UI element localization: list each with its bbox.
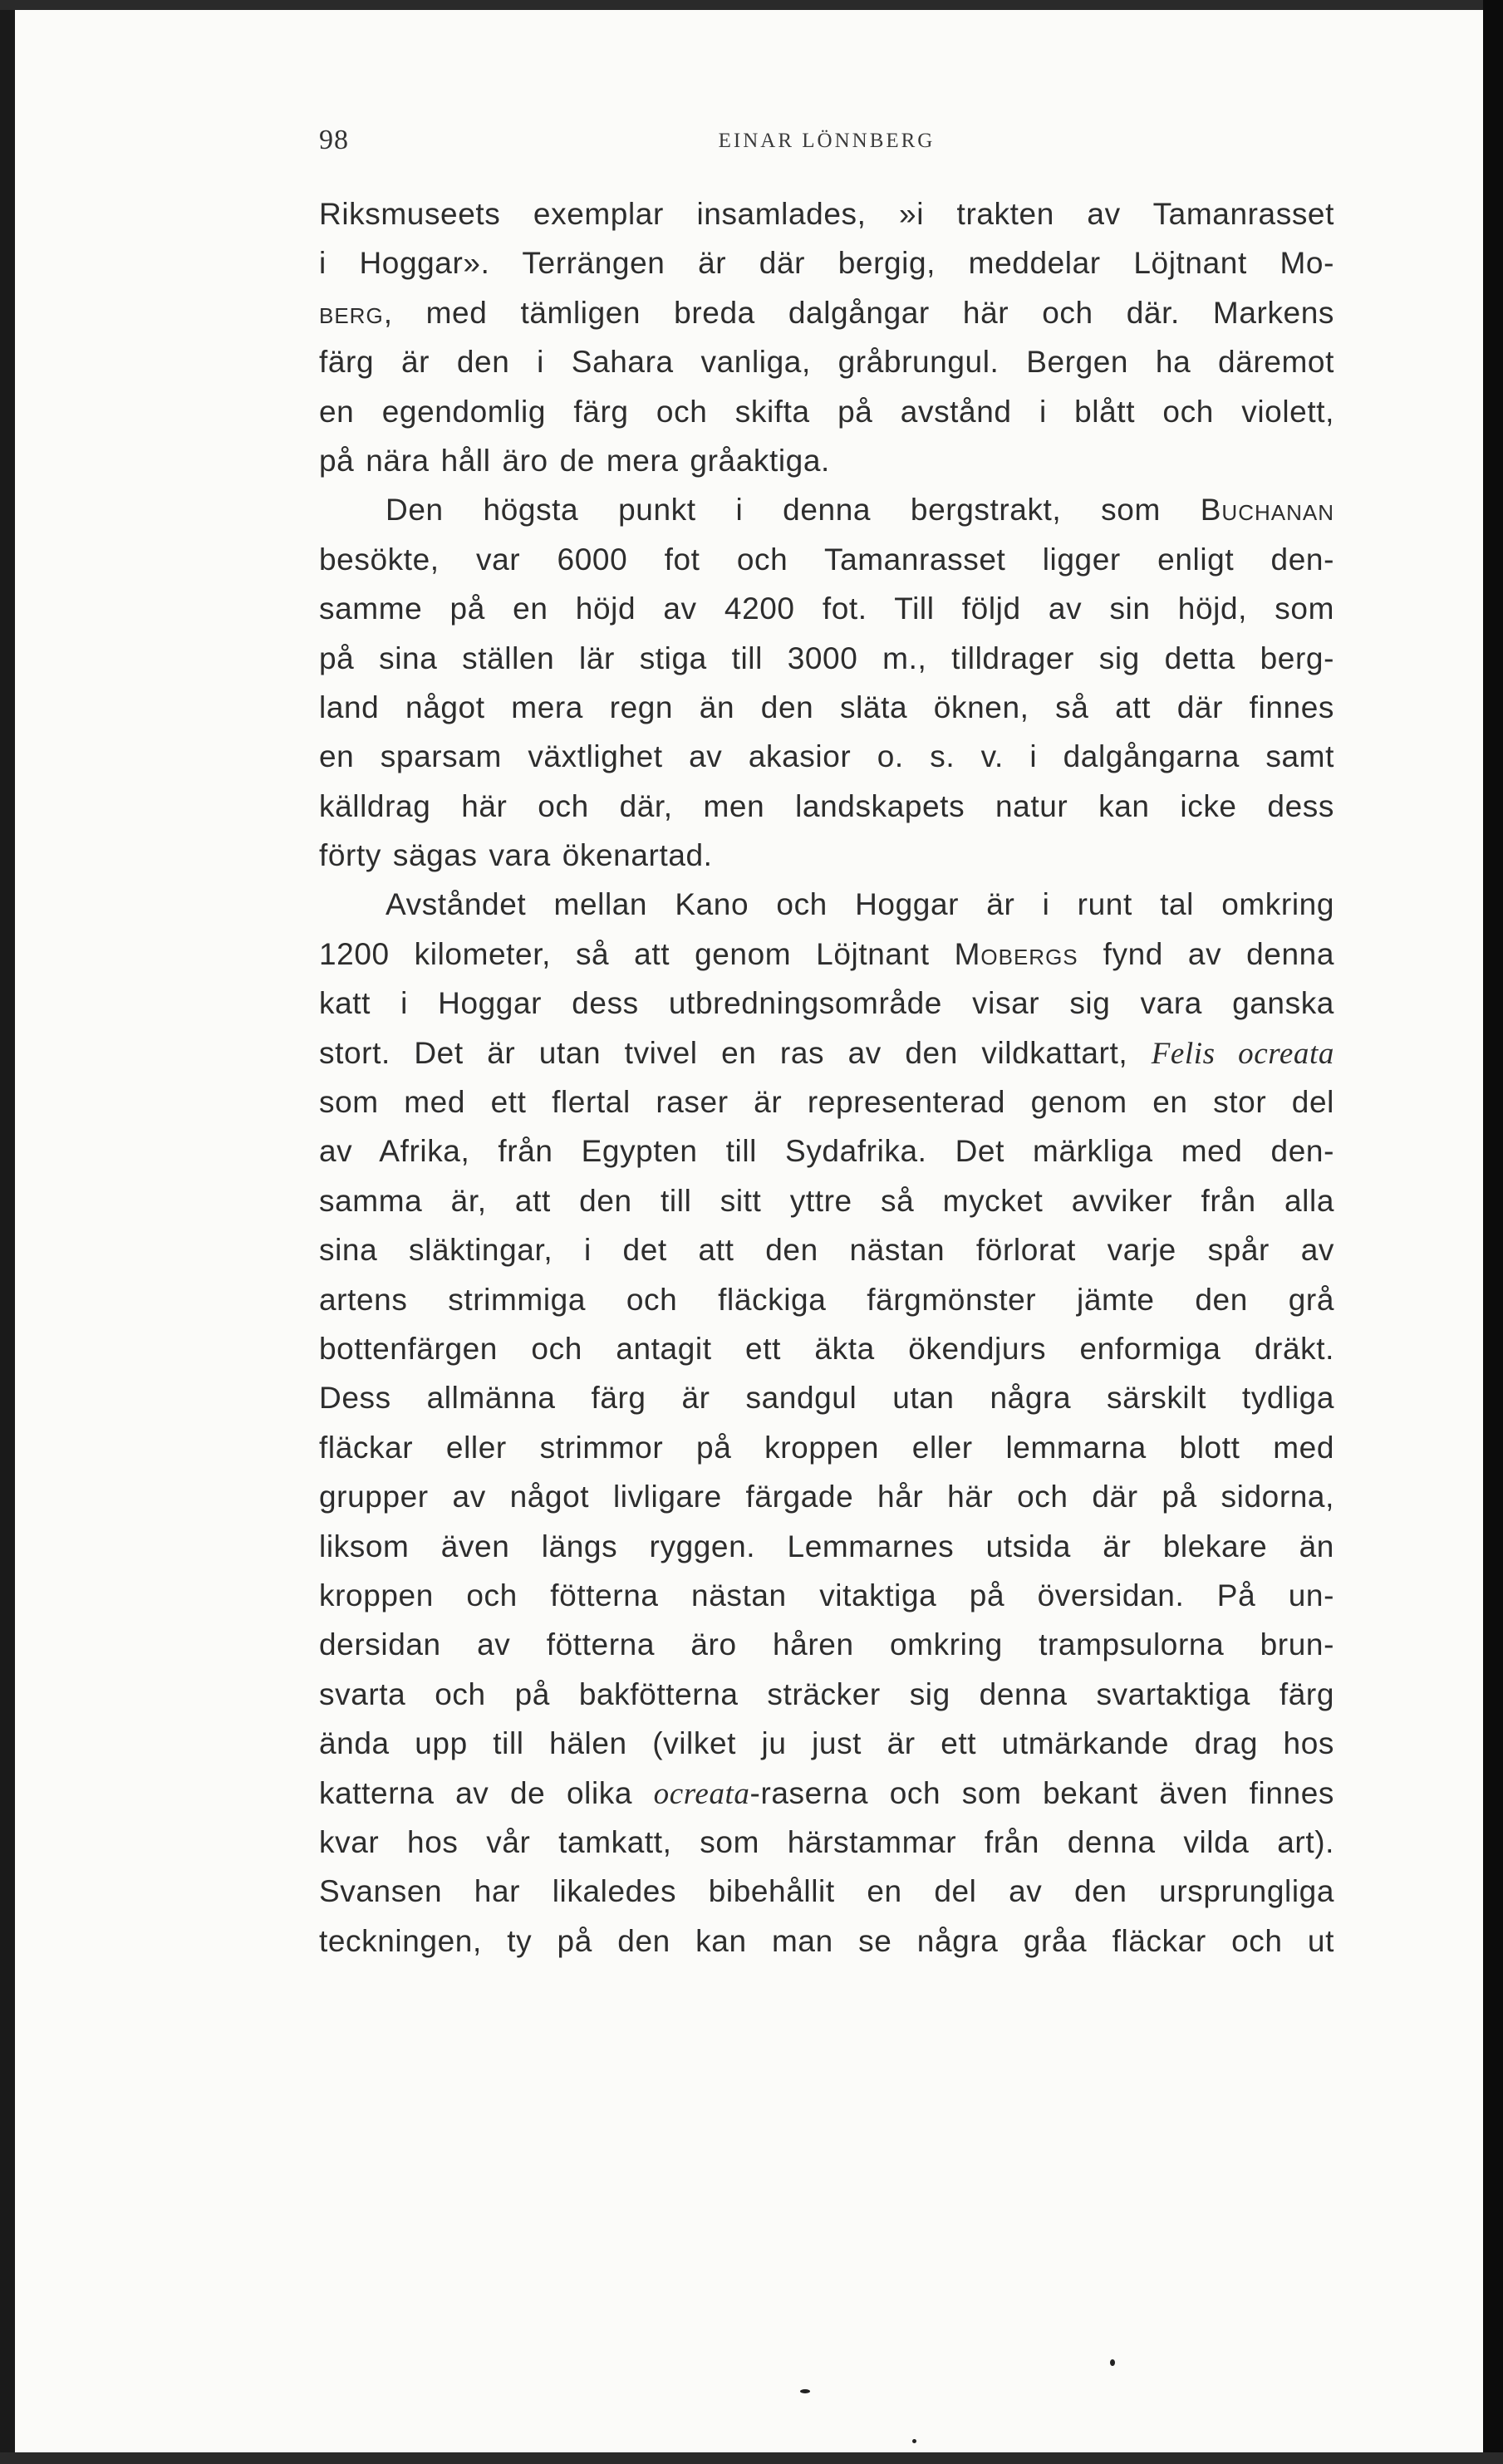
scan-speck <box>800 2389 810 2393</box>
text-line: färg är den i Sahara vanliga, gråbrungul. Bergen ha däremot <box>319 345 1334 380</box>
text-run: fynd av denna <box>1078 936 1334 971</box>
page-number: 98 <box>319 125 349 155</box>
text-run: , med tämligen breda dalgångar här och där. Markens <box>383 295 1334 330</box>
text-line: på nära håll äro de mera gråaktiga. <box>319 443 830 478</box>
scan-top-edge <box>0 0 1503 10</box>
text-line <box>319 485 1334 534</box>
text-line: artens strimmiga och fläckiga färgmönster jämte den grå <box>319 1282 1334 1317</box>
text-line: bottenfärgen och antagit ett äkta ökendjurs enformiga dräkt. <box>319 1331 1334 1366</box>
text-line: kroppen och fötterna nästan vitaktiga på översidan. På un- <box>319 1578 1334 1612</box>
author-name-small-caps: Buchanan <box>1200 493 1334 528</box>
scan-speck <box>912 2439 916 2443</box>
author-name-small-caps: Mobergs <box>954 936 1078 971</box>
text-line: förty sägas vara ökenartad. <box>319 838 713 873</box>
text-line: Riksmuseets exemplar insamlades, »i trakten av Tamanrasset <box>319 197 1334 231</box>
text-line: källdrag här och där, men landskapets natur kan icke dess <box>319 788 1334 823</box>
text-line: samma är, att den till sitt yttre så mycket avviker från alla <box>319 1183 1334 1218</box>
text-line <box>319 930 1334 979</box>
text-line <box>319 288 1334 337</box>
body-text <box>319 189 1334 1966</box>
text-line: teckningen, ty på den kan man se några gråa fläckar och ut <box>319 1923 1334 1958</box>
text-line: i Hoggar». Terrängen är där bergig, meddelar Löjtnant Mo- <box>319 246 1334 281</box>
text-line: svarta och på bakfötterna sträcker sig denna svartaktiga färg <box>319 1676 1334 1711</box>
text-line: på sina ställen lär stiga till 3000 m., tilldrager sig detta berg- <box>319 641 1334 675</box>
species-name-italic: ocreata <box>653 1776 750 1811</box>
text-line: Avståndet mellan Kano och Hoggar är i runt tal omkring <box>386 887 1334 922</box>
scan-bottom-edge <box>0 2452 1503 2464</box>
text-line: ända upp till hälen (vilket ju just är ett utmärkande drag hos <box>319 1726 1334 1761</box>
text-run: 1200 kilometer, så att genom Löjtnant <box>319 936 955 971</box>
author-name-small-caps: berg <box>319 295 384 330</box>
species-name-italic: Felis ocreata <box>1151 1036 1334 1071</box>
text-line: katt i Hoggar dess utbredningsområde visar sig vara ganska <box>319 986 1334 1021</box>
scan-right-edge <box>1483 0 1503 2464</box>
text-line <box>319 1028 1334 1077</box>
text-line: liksom även längs ryggen. Lemmarnes utsida är blekare än <box>319 1529 1334 1563</box>
text-run: katterna av de olika <box>319 1775 654 1810</box>
text-run: stort. Det är utan tvivel en ras av den vildkattart, <box>319 1035 1152 1070</box>
text-line: som med ett flertal raser är representerad genom en stor del <box>319 1085 1334 1120</box>
text-line: en sparsam växtlighet av akasior o. s. v. i dalgångarna samt <box>319 739 1334 774</box>
text-run: Den högsta punkt i denna bergstrakt, som <box>386 493 1201 528</box>
text-run: -raserna och som bekant även finnes <box>749 1775 1334 1810</box>
text-line: samme på en höjd av 4200 fot. Till följd av sin höjd, som <box>319 591 1334 626</box>
text-line: av Afrika, från Egypten till Sydafrika. Det märkliga med den- <box>319 1134 1334 1169</box>
text-line: besökte, var 6000 fot och Tamanrasset ligger enligt den- <box>319 542 1334 577</box>
text-line: land något mera regn än den släta öknen, så att där finnes <box>319 690 1334 724</box>
text-line: en egendomlig färg och skifta på avstånd i blått och violett, <box>319 394 1334 429</box>
page-header <box>319 125 1334 174</box>
text-line: sina släktingar, i det att den nästan förlorat varje spår av <box>319 1233 1334 1268</box>
text-line <box>319 1769 1334 1818</box>
text-line: dersidan av fötterna äro håren omkring trampsulorna brun- <box>319 1627 1334 1662</box>
running-head: EINAR LÖNNBERG <box>718 130 936 152</box>
text-line: Svansen har likaledes bibehållit en del av den ursprungliga <box>319 1874 1334 1909</box>
scan-speck <box>1110 2359 1115 2366</box>
text-line: grupper av något livligare färgade hår här och där på sidorna, <box>319 1480 1334 1514</box>
text-line: Dess allmänna färg är sandgul utan några särskilt tydliga <box>319 1381 1334 1416</box>
text-line: fläckar eller strimmor på kroppen eller lemmarna blott med <box>319 1430 1334 1465</box>
text-line: kvar hos vår tamkatt, som härstammar från denna vilda art). <box>319 1824 1334 1859</box>
